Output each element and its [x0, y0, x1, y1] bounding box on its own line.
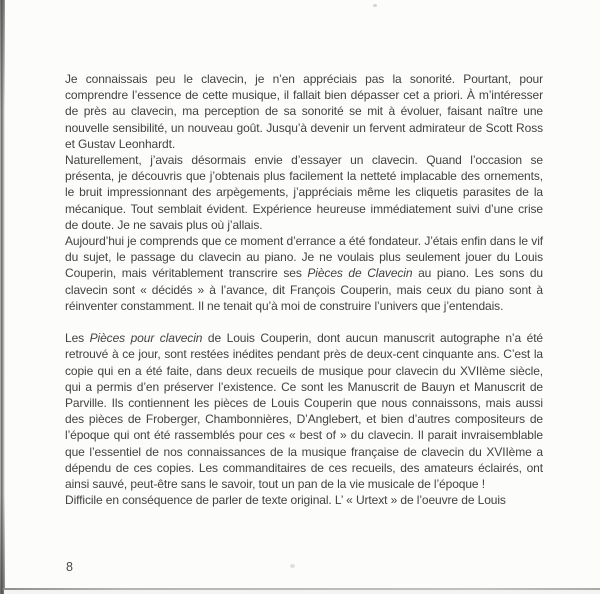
paragraph	[65, 71, 543, 152]
scan-bottom-strip	[4, 590, 600, 594]
body-text: de Louis Couperin, dont aucun manuscrit autographe n’a été retrouvé à ce jour, sont restées inédites pendant près de deux-cent cinquante ans. C’est la copie qui en a été faite, dans deux recueils de musique pour clavecin du XVIIème siècle, qui a permis d’en préserver l’existence. Ce sont les Manuscrit de Bauyn et Manuscrit de Parville. Ils contiennent les pièces de Louis Couperin que nous connaissons, mais aussi des pièces de Froberger, Chambonnières, D’Anglebert, et bien d’autres compositeurs de l’époque qui ont été rassemblés pour ces « best of » du clavecin. Il parait invraisemblable que l’essentiel de nos connaissances de la musique française de clavecin du XVIIème a dépendu de ces copies. Les commanditaires de ces recueils, des amateurs éclairés, ont ainsi sauvé, peut-être sans le savoir, tout un pan de la vie musicale de l’époque !	[65, 331, 544, 492]
paragraph	[65, 330, 543, 492]
scan-speck	[373, 4, 377, 7]
page-text	[65, 71, 543, 508]
paragraph	[65, 233, 543, 314]
body-text: Aujourd’hui je comprends que ce moment d’errance a été fondateur. J’étais enfin dans le vif du sujet, le passage du clavecin au piano. Je ne voulais plus seulement jouer du Louis Couperin, mais véritablement transcrire ses	[65, 234, 543, 281]
body-text: Naturellement, j’avais désormais envie d’essayer un clavecin. Quand l’occasion se présenta, je découvris que j’obtenais plus facilement la netteté implacable des ornements, le bruit impressionnant des arpègements, j’appréciais même les cliquetis parasites de la mécanique. Tout semblait évident. Expérience heureuse immédiatement suivi d’une crise de doute. Je ne savais plus où j’allais.	[65, 153, 543, 232]
paragraph	[65, 152, 543, 233]
body-text: Les	[65, 331, 90, 346]
body-text: au piano. Les sons du clavecin sont « décidés » à l’avance, dit François Couperin, mais ceux du piano sont à réinventer constamment. Il ne tenait qu’à moi de construire l’univers que j’entendais.	[65, 266, 543, 313]
scan-edge-left	[0, 0, 5, 594]
paragraph	[65, 492, 543, 508]
body-text: Difficile en conséquence de parler de texte original. L’ « Urtext » de l’oeuvre de Louis	[65, 493, 506, 508]
body-text: Je connaissais peu le clavecin, je n’en appréciais pas la sonorité. Pourtant, pour comprendre l’essence de cette musique, il fallait bien dépasser cet a priori. À m’intéresser de près au clavecin, ma perception de sa sonorité se mit à évoluer, faisant naître une nouvelle sensibilité, un nouveau goût. Jusqu’à devenir un fervent admirateur de Scott Ross et Gustav Leonhardt.	[65, 72, 543, 151]
scan-speck	[290, 564, 295, 568]
work-title-italic: Pièces de Clavecin	[307, 266, 413, 281]
work-title-italic: Pièces pour clavecin	[89, 331, 203, 346]
page-number: 8	[66, 560, 73, 574]
